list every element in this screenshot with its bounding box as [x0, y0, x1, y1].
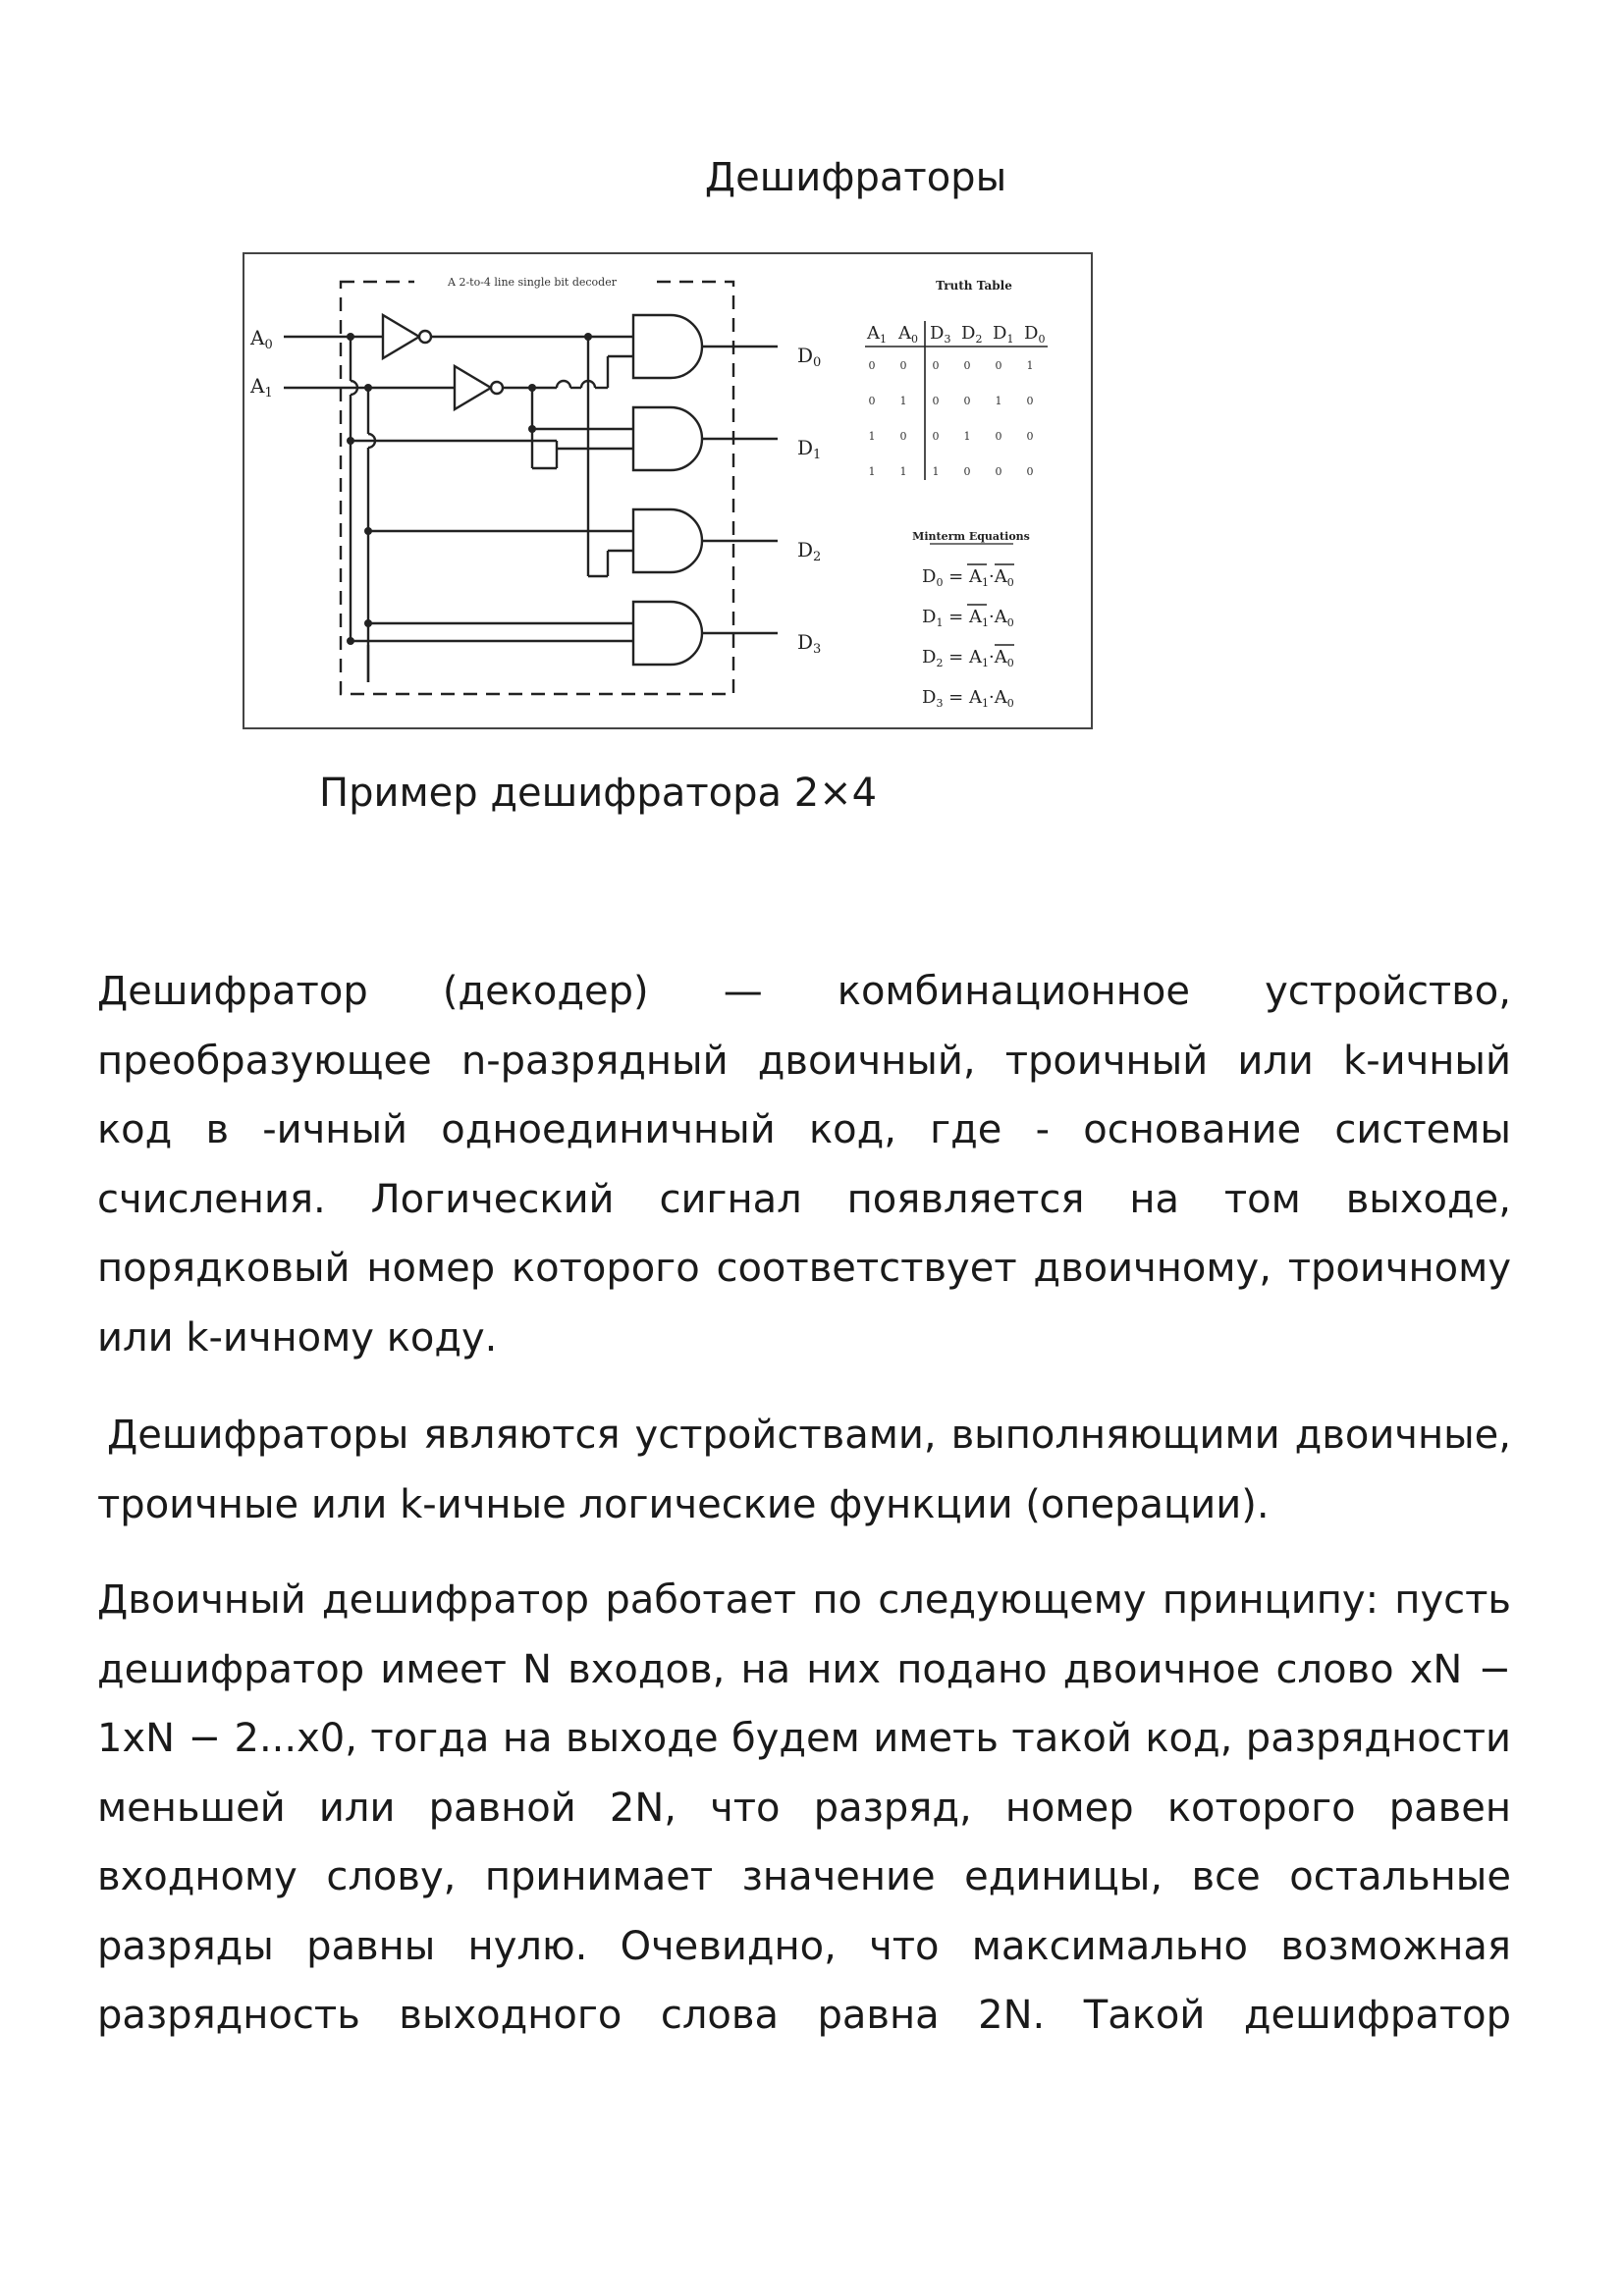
truth-table-cell: 0 — [1026, 430, 1034, 443]
truth-table-cell: 1 — [899, 395, 907, 407]
truth-table-cell: 0 — [995, 465, 1002, 478]
truth-table-title: Truth Table — [936, 279, 1012, 293]
decoder-boundary-label: A 2-to-4 line single bit decoder — [448, 276, 617, 289]
output-label-d2: $D_2$ — [797, 538, 822, 564]
svg-text:D0: $D_0$ — [1024, 323, 1046, 346]
and-gate-d1 — [633, 407, 702, 470]
inverter-a0 — [383, 315, 419, 358]
minterm-equations — [922, 564, 1014, 710]
truth-table-cell: 0 — [963, 359, 971, 372]
truth-table-cell: 0 — [899, 430, 907, 443]
truth-table-cell: 1 — [995, 395, 1002, 407]
svg-text:D1: $D_1$ — [993, 323, 1014, 346]
minterm-eq-d2: $D_2 = A_1\cdot A_0$ — [922, 647, 1014, 669]
output-label-d1: $D_1$ — [797, 436, 822, 462]
output-label-d0: $D_0$ — [797, 344, 822, 370]
truth-table-cell: 1 — [899, 465, 907, 478]
minterm-eq-d1: $D_1 = A_1\cdot A_0$ — [922, 607, 1014, 629]
truth-table-cell: 0 — [963, 395, 971, 407]
and-gate-d0 — [633, 315, 702, 378]
truth-table-cell: 1 — [963, 430, 971, 443]
minterm-eq-d3: $D_3 = A_1\cdot A_0$ — [922, 687, 1014, 710]
truth-table-cell: 0 — [868, 395, 876, 407]
truth-table-cell: 0 — [963, 465, 971, 478]
truth-table-cell: 1 — [868, 465, 876, 478]
truth-table-cell: 0 — [899, 359, 907, 372]
truth-table-cell: 0 — [995, 430, 1002, 443]
and-gate-d2 — [633, 509, 702, 572]
page-title: Дешифраторы — [704, 155, 1007, 200]
inverter-a1 — [455, 366, 491, 409]
paragraph-binary-decoder: Двоичный дешифратор работает по следующему принципу: пусть дешифратор имеет N входов, на них подано двоичное слово xN − 1xN − 2...x0, тогда на выходе будем иметь такой код, разрядности меньшей или равной 2N, что разряд, номер которого равен входному слову, принимает значение единицы, все остальные разряды равны нулю. Очевидно, что максимально возможная разрядность выходного слова равна 2N. Такой дешифратор — [97, 1577, 1511, 2038]
truth-table-cell: 1 — [1026, 359, 1034, 372]
output-label-d3: $D_3$ — [797, 630, 822, 657]
truth-table-cell: 0 — [868, 359, 876, 372]
input-label-a0: $A_0$ — [250, 326, 273, 352]
truth-table-cell: 0 — [932, 430, 940, 443]
truth-table-cell: 1 — [932, 465, 940, 478]
input-label-a1: $A_1$ — [250, 374, 273, 400]
truth-table-header — [866, 323, 1045, 346]
svg-text:D2: $D_2$ — [961, 323, 983, 346]
truth-table-cell: 0 — [995, 359, 1002, 372]
truth-table-cell: 0 — [1026, 465, 1034, 478]
truth-table-cell: 0 — [932, 395, 940, 407]
decoder-figure — [243, 252, 1093, 729]
minterm-title: Minterm Equations — [912, 530, 1030, 543]
and-gate-d3 — [633, 602, 702, 665]
svg-text:A1: $A_1$ — [867, 323, 887, 346]
minterm-eq-d0: $D_0 = A_1\cdot A_0$ — [922, 566, 1014, 589]
truth-table-cell: 1 — [868, 430, 876, 443]
svg-text:A0: $A_0$ — [898, 323, 918, 346]
paragraph-definition: Дешифратор (декодер) — комбинационное устройство, преобразующее n-разрядный двоичный, троичный или k-ичный код в -ичный одноединичный код, где - основание системы счисления. Логический сигнал появляется на том выходе, порядковый номер которого соответствует двоичному, троичному или k-ичному коду. — [97, 969, 1511, 1361]
truth-table-cell: 0 — [932, 359, 940, 372]
svg-text:D3: $D_3$ — [930, 323, 951, 346]
truth-table-cell: 0 — [1026, 395, 1034, 407]
truth-table-rows — [869, 359, 1034, 478]
figure-caption: Пример дешифратора 2×4 — [319, 771, 878, 816]
paragraph-functions: Дешифраторы являются устройствами, выполняющими двоичные, троичные или k-ичные логические функции (операции). — [97, 1413, 1511, 1527]
